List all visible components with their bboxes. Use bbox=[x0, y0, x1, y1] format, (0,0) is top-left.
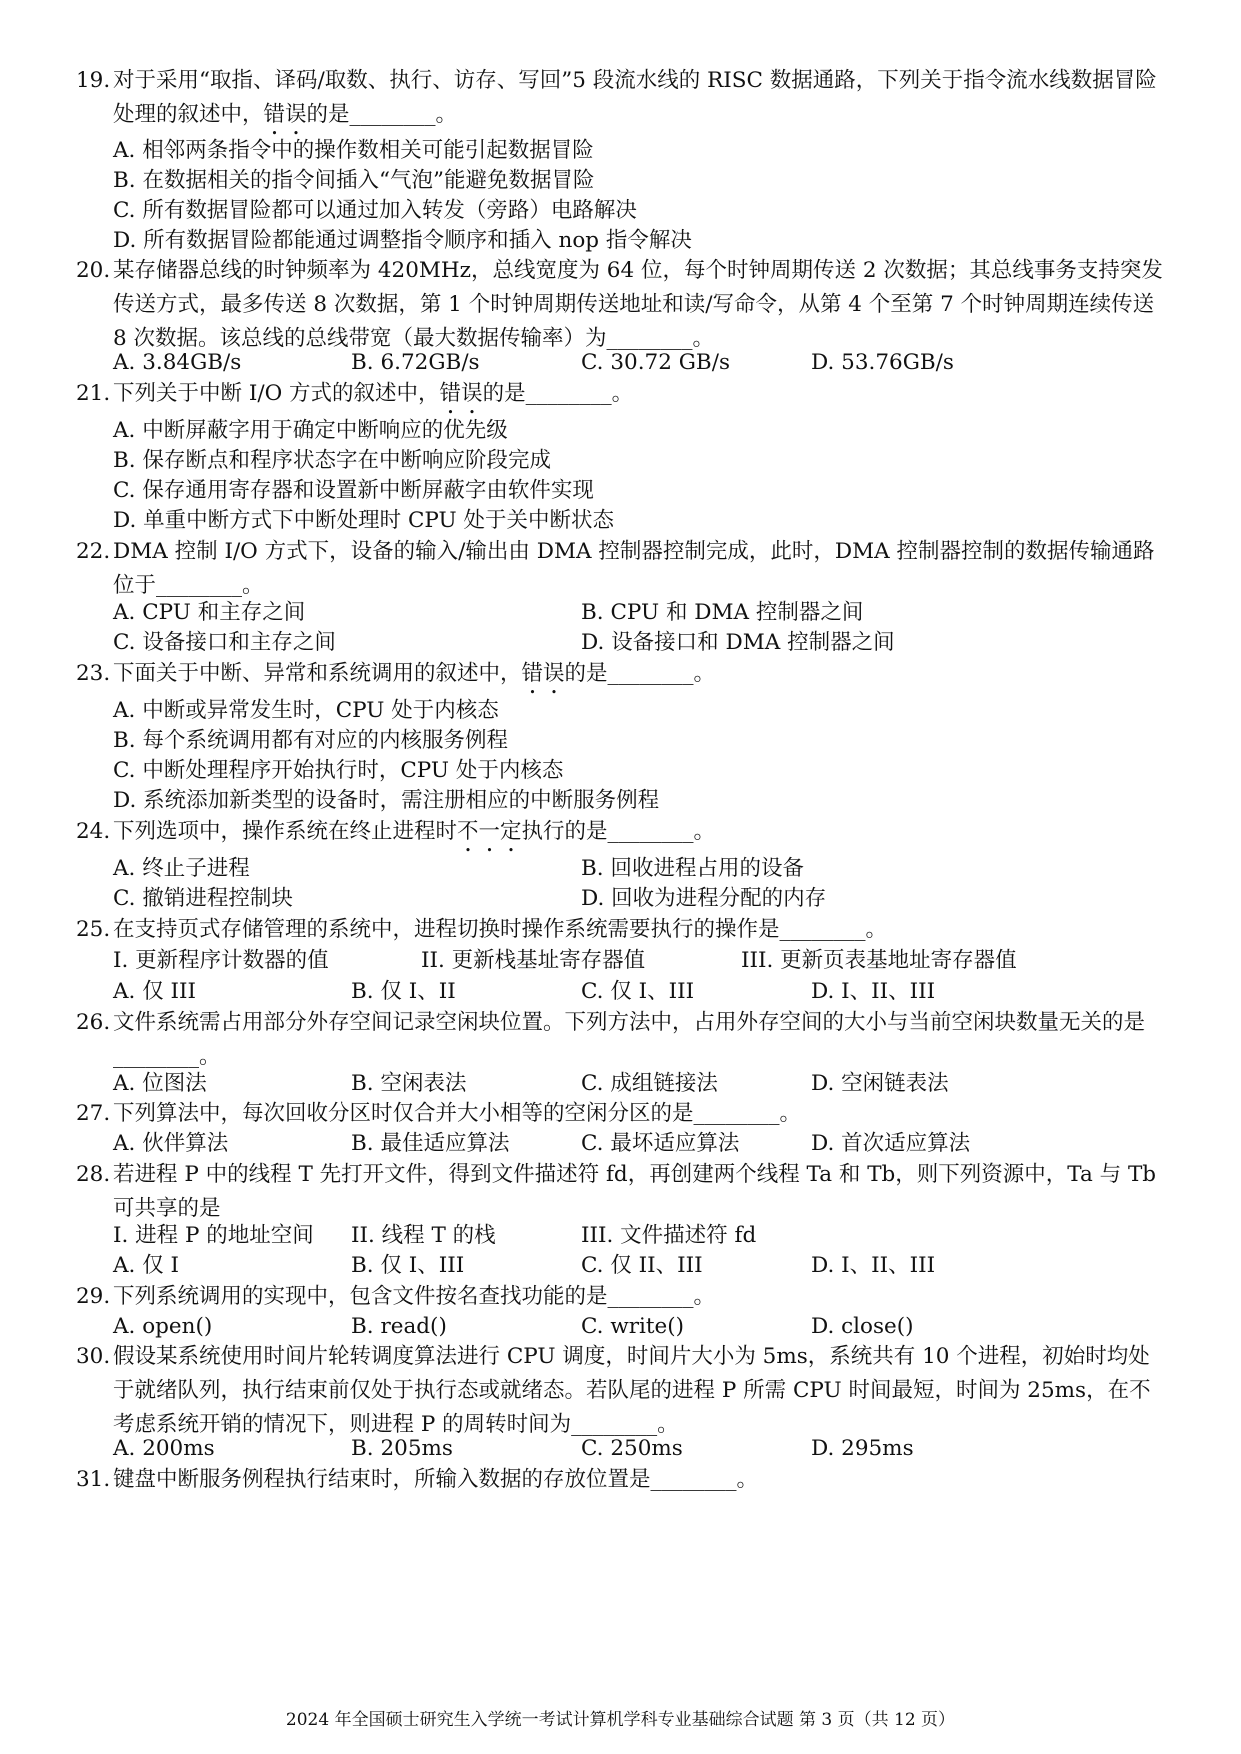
option-d: D. 首次适应算法 bbox=[811, 1131, 971, 1156]
option-c: C. 保存通用寄存器和设置新中断屏蔽字由软件实现 bbox=[113, 478, 594, 503]
option-c: C. 中断处理程序开始执行时，CPU 处于内核态 bbox=[113, 758, 564, 783]
statement-2: II. 线程 T 的栈 bbox=[351, 1223, 496, 1248]
question-29 bbox=[76, 1280, 1166, 1314]
option-a: A. open() bbox=[113, 1314, 213, 1339]
question-number: 28. bbox=[76, 1162, 111, 1187]
emphasis-text: 错误 bbox=[439, 381, 483, 406]
question-stem: 对于采用“取指、译码/取数、执行、访存、写回”5 段流水线的 RISC 数据通路，下列关于指令流水线数据冒险处理的叙述中，错误的是________。 bbox=[113, 68, 1157, 127]
question-26 bbox=[76, 1006, 1166, 1074]
question-stem: 假设某系统使用时间片轮转调度算法进行 CPU 调度，时间片大小为 5ms，系统共有 10 个进程，初始时均处于就绪队列，执行结束前仅处于执行态或就绪态。若队尾的进程 P 所需 CPU 时间最短，时间为 25ms，在不考虑系统开销的情况下，则进程 P 的周转时间为________。 bbox=[113, 1344, 1151, 1437]
option-d: D. 空闲链表法 bbox=[811, 1071, 949, 1096]
option-a: A. 中断屏蔽字用于确定中断响应的优先级 bbox=[113, 418, 508, 443]
question-number: 21. bbox=[76, 381, 111, 406]
option-b: B. 空闲表法 bbox=[351, 1071, 467, 1096]
option-c: C. 仅 I、III bbox=[581, 979, 695, 1004]
question-number: 24. bbox=[76, 819, 111, 844]
question-stem: 下列选项中，操作系统在终止进程时不一定执行的是________。 bbox=[113, 819, 716, 844]
question-number: 23. bbox=[76, 661, 111, 686]
question-28 bbox=[76, 1158, 1166, 1226]
emphasis-text: 错误 bbox=[521, 661, 565, 686]
statement-1: I. 更新程序计数器的值 bbox=[113, 948, 329, 973]
question-number: 31. bbox=[76, 1467, 111, 1492]
option-a: A. 中断或异常发生时，CPU 处于内核态 bbox=[113, 698, 499, 723]
statement-3: III. 文件描述符 fd bbox=[581, 1223, 757, 1248]
statement-2: II. 更新栈基址寄存器值 bbox=[421, 948, 646, 973]
option-b: B. 保存断点和程序状态字在中断响应阶段完成 bbox=[113, 448, 551, 473]
option-b: B. 仅 I、III bbox=[351, 1253, 465, 1278]
question-23 bbox=[76, 657, 1166, 699]
emphasis-text: 不一定 bbox=[457, 819, 522, 844]
question-25 bbox=[76, 913, 1166, 947]
option-d: D. I、II、III bbox=[811, 979, 936, 1004]
option-b: B. 最佳适应算法 bbox=[351, 1131, 510, 1156]
question-stem: 若进程 P 中的线程 T 先打开文件，得到文件描述符 fd，再创建两个线程 Ta 和 Tb，则下列资源中，Ta 与 Tb 可共享的是 bbox=[113, 1162, 1157, 1221]
option-b: B. read() bbox=[351, 1314, 447, 1339]
option-d: D. close() bbox=[811, 1314, 914, 1339]
question-30 bbox=[76, 1340, 1166, 1442]
option-d: D. I、II、III bbox=[811, 1253, 936, 1278]
option-c: C. 成组链接法 bbox=[581, 1071, 718, 1096]
option-b: B. 每个系统调用都有对应的内核服务例程 bbox=[113, 728, 508, 753]
option-c: C. 所有数据冒险都可以通过加入转发（旁路）电路解决 bbox=[113, 198, 637, 223]
option-b: B. CPU 和 DMA 控制器之间 bbox=[581, 600, 864, 625]
option-a: A. 位图法 bbox=[113, 1071, 207, 1096]
question-31 bbox=[76, 1463, 1166, 1497]
option-c: C. 最坏适应算法 bbox=[581, 1131, 740, 1156]
option-d: D. 设备接口和 DMA 控制器之间 bbox=[581, 630, 895, 655]
question-stem: 在支持页式存储管理的系统中，进程切换时操作系统需要执行的操作是________。 bbox=[113, 917, 888, 942]
option-b: B. 6.72GB/s bbox=[351, 350, 480, 375]
question-number: 19. bbox=[76, 68, 111, 93]
question-27 bbox=[76, 1097, 1166, 1131]
question-stem: 文件系统需占用部分外存空间记录空闲块位置。下列方法中，占用外存空间的大小与当前空闲块数量无关的是________。 bbox=[113, 1010, 1146, 1069]
option-a: A. 伙伴算法 bbox=[113, 1131, 229, 1156]
question-number: 30. bbox=[76, 1344, 111, 1369]
question-24 bbox=[76, 815, 1166, 857]
option-a: A. 仅 III bbox=[113, 979, 197, 1004]
option-a: A. 仅 I bbox=[113, 1253, 180, 1278]
option-c: C. 设备接口和主存之间 bbox=[113, 630, 336, 655]
option-c: C. 撤销进程控制块 bbox=[113, 886, 293, 911]
emphasis-text: 错误 bbox=[263, 102, 307, 127]
question-number: 27. bbox=[76, 1101, 111, 1126]
question-number: 25. bbox=[76, 917, 111, 942]
option-a: A. 200ms bbox=[113, 1436, 215, 1461]
statement-1: I. 进程 P 的地址空间 bbox=[113, 1223, 314, 1248]
option-c: C. 30.72 GB/s bbox=[581, 350, 730, 375]
option-c: C. 仅 II、III bbox=[581, 1253, 703, 1278]
question-number: 20. bbox=[76, 258, 111, 283]
page-footer: 2024 年全国硕士研究生入学统一考试计算机学科专业基础综合试题 第 3 页（共 12 页） bbox=[285, 1710, 956, 1730]
question-stem: 下列系统调用的实现中，包含文件按名查找功能的是________。 bbox=[113, 1284, 716, 1309]
option-b: B. 205ms bbox=[351, 1436, 453, 1461]
question-number: 22. bbox=[76, 539, 111, 564]
question-20 bbox=[76, 254, 1166, 356]
statement-3: III. 更新页表基地址寄存器值 bbox=[741, 948, 1017, 973]
option-d: D. 系统添加新类型的设备时，需注册相应的中断服务例程 bbox=[113, 788, 660, 813]
option-b: B. 回收进程占用的设备 bbox=[581, 856, 804, 881]
question-22 bbox=[76, 535, 1166, 603]
option-d: D. 回收为进程分配的内存 bbox=[581, 886, 827, 911]
option-b: B. 仅 I、II bbox=[351, 979, 456, 1004]
question-stem: 下列关于中断 I/O 方式的叙述中，错误的是________。 bbox=[113, 381, 634, 406]
option-a: A. 3.84GB/s bbox=[113, 350, 242, 375]
option-b: B. 在数据相关的指令间插入“气泡”能避免数据冒险 bbox=[113, 168, 595, 193]
option-d: D. 单重中断方式下中断处理时 CPU 处于关中断状态 bbox=[113, 508, 614, 533]
option-a: A. 终止子进程 bbox=[113, 856, 250, 881]
option-a: A. CPU 和主存之间 bbox=[113, 600, 306, 625]
question-stem: DMA 控制 I/O 方式下，设备的输入/输出由 DMA 控制器控制完成，此时，DMA 控制器控制的数据传输通路位于________。 bbox=[113, 539, 1155, 598]
question-stem: 键盘中断服务例程执行结束时，所输入数据的存放位置是________。 bbox=[113, 1467, 759, 1492]
question-stem: 某存储器总线的时钟频率为 420MHz，总线宽度为 64 位，每个时钟周期传送 2 次数据；其总线事务支持突发传送方式，最多传送 8 次数据，第 1 个时钟周期传送地址和读/写命令，从第 4 个至第 7 个时钟周期连续传送 8 次数据。该总线的总线带宽（最大数据传输率）为________。 bbox=[113, 258, 1163, 351]
option-d: D. 53.76GB/s bbox=[811, 350, 954, 375]
question-stem: 下列算法中，每次回收分区时仅合并大小相等的空闲分区的是________。 bbox=[113, 1101, 802, 1126]
question-21 bbox=[76, 377, 1166, 419]
option-d: D. 所有数据冒险都能通过调整指令顺序和插入 nop 指令解决 bbox=[113, 228, 692, 253]
question-stem: 下面关于中断、异常和系统调用的叙述中，错误的是________。 bbox=[113, 661, 716, 686]
question-19 bbox=[76, 64, 1166, 140]
option-d: D. 295ms bbox=[811, 1436, 914, 1461]
option-c: C. 250ms bbox=[581, 1436, 683, 1461]
option-c: C. write() bbox=[581, 1314, 685, 1339]
question-number: 29. bbox=[76, 1284, 111, 1309]
question-number: 26. bbox=[76, 1010, 111, 1035]
option-a: A. 相邻两条指令中的操作数相关可能引起数据冒险 bbox=[113, 138, 594, 163]
